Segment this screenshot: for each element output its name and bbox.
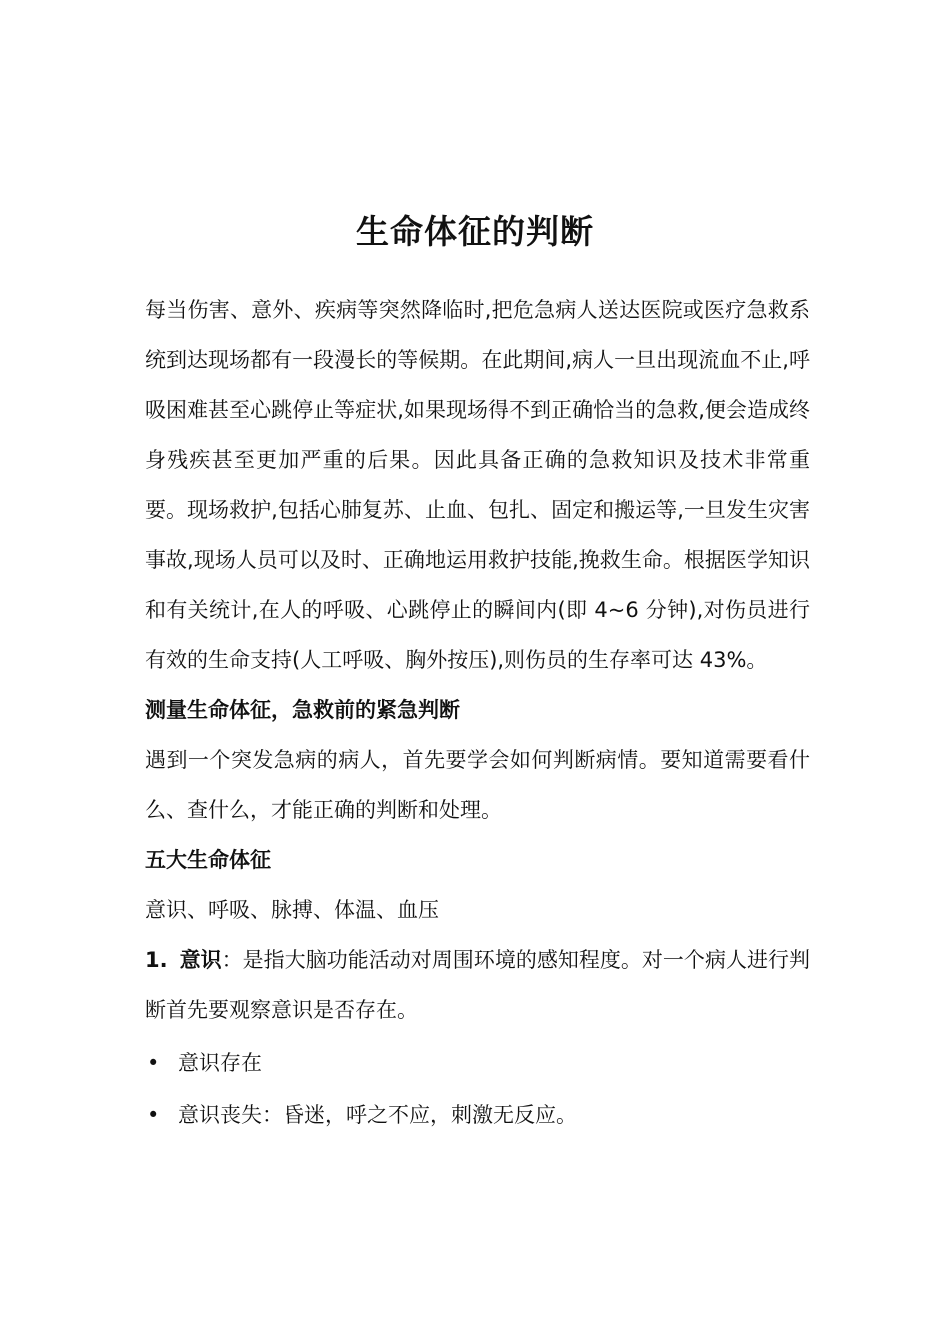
section-heading-five-vital-signs: 五大生命体征: [145, 848, 271, 872]
list-item: [145, 1089, 810, 1141]
list-item-text: 意识存在: [178, 1051, 262, 1075]
item-term: 意识: [179, 948, 222, 972]
list-item: [145, 1037, 810, 1089]
vital-signs-list-text: 意识、呼吸、脉搏、体温、血压: [145, 898, 439, 922]
numbered-item-consciousness: [145, 935, 810, 1035]
bullet-icon: •: [147, 1051, 160, 1075]
section-heading-vital-signs-measurement: 测量生命体征，急救前的紧急判断: [145, 698, 460, 722]
bullet-list: [145, 1037, 810, 1141]
document-body: [145, 285, 810, 1141]
section-paragraph-judgment: 遇到一个突发急病的病人，首先要学会如何判断病情。要知道需要看什么、查什么，才能正确的判断和处理。: [145, 748, 810, 822]
item-description: ：是指大脑功能活动对周围环境的感知程度。对一个病人进行判断首先要观察意识是否存在。: [145, 948, 811, 1022]
item-number: 1.: [145, 948, 168, 972]
intro-paragraph: 每当伤害、意外、疾病等突然降临时,把危急病人送达医院或医疗急救系统到达现场都有一段漫长的等候期。在此期间,病人一旦出现流血不止,呼吸困难甚至心跳停止等症状,如果现场得不到正确恰当的急救,便会造成终身残疾甚至更加严重的后果。因此具备正确的急救知识及技术非常重要。现场救护,包括心肺复苏、止血、包扎、固定和搬运等,一旦发生灾害事故,现场人员可以及时、正确地运用救护技能,挽救生命。根据医学知识和有关统计,在人的呼吸、心跳停止的瞬间内(即 4~6 分钟),对伤员进行有效的生命支持(人工呼吸、胸外按压),则伤员的生存率可达 43%。: [145, 298, 810, 672]
bullet-icon: •: [147, 1103, 160, 1127]
list-item-text: 意识丧失：昏迷，呼之不应，刺激无反应。: [178, 1103, 577, 1127]
document-title: 生命体征的判断: [356, 212, 594, 251]
